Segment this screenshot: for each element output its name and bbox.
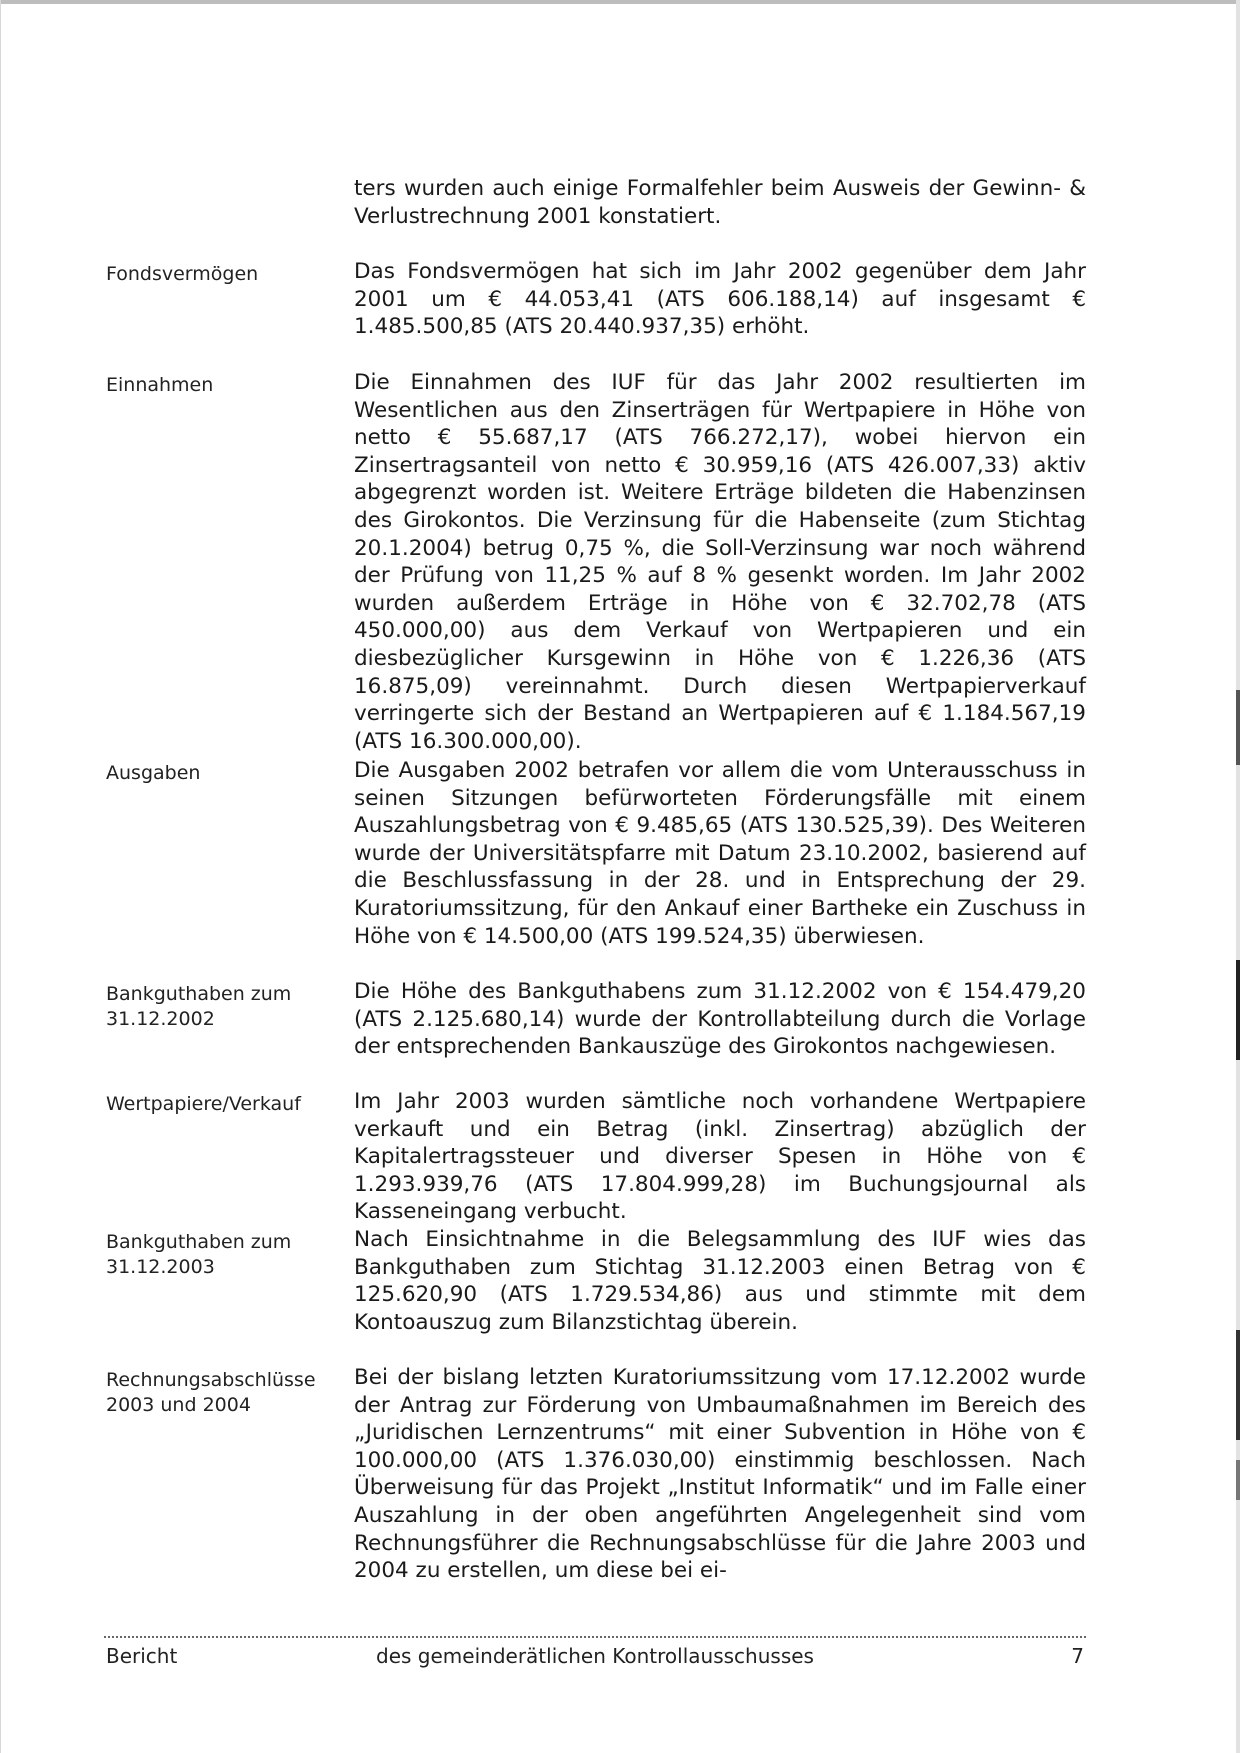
margin-label: Bankguthaben zum 31.12.2002 <box>106 983 292 1030</box>
footer-divider <box>104 1636 1086 1638</box>
margin-label: Fondsvermögen <box>106 263 259 285</box>
footer-committee-name: des gemeinderätlichen Kontrollausschusses <box>376 1644 814 1668</box>
margin-label: Bankguthaben zum 31.12.2003 <box>106 1231 292 1278</box>
footer-report-label: Bericht <box>106 1644 178 1668</box>
section-paragraph: Im Jahr 2003 wurden sämtliche noch vorhandene Wertpapiere verkauft und ein Betrag (inkl. Zinsertrag) abzüglich der Kapitalertragssteuer und diverser Spesen in Höhe von € 1.293.939,76 (ATS 17.804.999,28) im Buchungsjournal als Kasseneingang verbucht. <box>354 1089 1086 1225</box>
continuation-paragraph <box>354 175 1086 230</box>
section-paragraph: Nach Einsichtnahme in die Belegsammlung des IUF wies das Bankguthaben zum Stichtag 31.12.2003 einen Betrag von € 125.620,90 (ATS 1.729.534,86) aus und stimmte mit dem Kontoauszug zum Bilanzstichtag überein. <box>354 1227 1086 1335</box>
section-paragraph: Die Einnahmen des IUF für das Jahr 2002 resultierten im Wesentlichen aus den Zinserträgen für Wertpapiere in Höhe von netto € 55.687,17 (ATS 766.272,17), wobei hiervon ein Zinsertragsanteil von netto € 30.959,16 (ATS 426.007,33) aktiv abgegrenzt worden ist. Weitere Erträge bildeten die Habenzinsen des Girokontos. Die Verzinsung für die Habenseite (zum Stichtag 20.1.2004) betrug 0,75 %, die Soll-Verzinsung war noch während der Prüfung von 11,25 % auf 8 % gesenkt worden. Im Jahr 2002 wurden außerdem Erträge in Höhe von € 32.702,78 (ATS 450.000,00) aus dem Verkauf von Wertpapieren und ein diesbezüglicher Kursgewinn in Höhe von € 1.226,36 (ATS 16.875,09) vereinnahmt. Durch diesen Wertpapierverkauf verringerte sich der Bestand an Wertpapieren auf € 1.184.567,19 (ATS 16.300.000,00). <box>354 370 1086 754</box>
section-paragraph: Die Höhe des Bankguthabens zum 31.12.2002 von € 154.479,20 (ATS 2.125.680,14) wurde der Kontrollabteilung durch die Vorlage der entsprechenden Bankauszüge des Girokontos nachgewiesen. <box>354 979 1086 1060</box>
continuation-text: ters wurden auch einige Formalfehler beim Ausweis der Gewinn- & Verlustrechnung 2001 konstatiert. <box>354 176 1086 229</box>
section-paragraph: Bei der bislang letzten Kuratoriumssitzung vom 17.12.2002 wurde der Antrag zur Förderung von Umbaumaßnahmen im Bereich des „Juridischen Lernzentrums“ mit einer Subvention in Höhe von € 100.000,00 (ATS 1.376.030,00) einstimmig beschlossen. Nach Überweisung für das Projekt „Institut Informatik“ und im Falle einer Auszahlung in der oben angeführten Angelegenheit sind vom Rechnungsführer die Rechnungsabschlüsse für die Jahre 2003 und 2004 zu erstellen, um diese bei ei- <box>354 1365 1086 1584</box>
page-footer <box>104 1641 1086 1671</box>
margin-label: Wertpapiere/Verkauf <box>106 1093 301 1115</box>
section-paragraph: Das Fondsvermögen hat sich im Jahr 2002 gegenüber dem Jahr 2001 um € 44.053,41 (ATS 606.188,14) auf insgesamt € 1.485.500,85 (ATS 20.440.937,35) erhöht. <box>354 259 1086 340</box>
margin-label: Einnahmen <box>106 374 214 396</box>
footer-page-number: 7 <box>1071 1644 1084 1668</box>
margin-label: Rechnungsabschlüsse 2003 und 2004 <box>106 1369 316 1416</box>
section-paragraph: Die Ausgaben 2002 betrafen vor allem die vom Unterausschuss in seinen Sitzungen befürworteten Förderungsfälle mit einem Auszahlungsbetrag von € 9.485,65 (ATS 130.525,39). Des Weiteren wurde der Universitätspfarre mit Datum 23.10.2002, basierend auf die Beschlussfassung in der 28. und in Entsprechung der 29. Kuratoriumssitzung, für den Ankauf einer Bartheke ein Zuschuss in Höhe von € 14.500,00 (ATS 199.524,35) überwiesen. <box>354 758 1086 949</box>
margin-label: Ausgaben <box>106 762 201 784</box>
